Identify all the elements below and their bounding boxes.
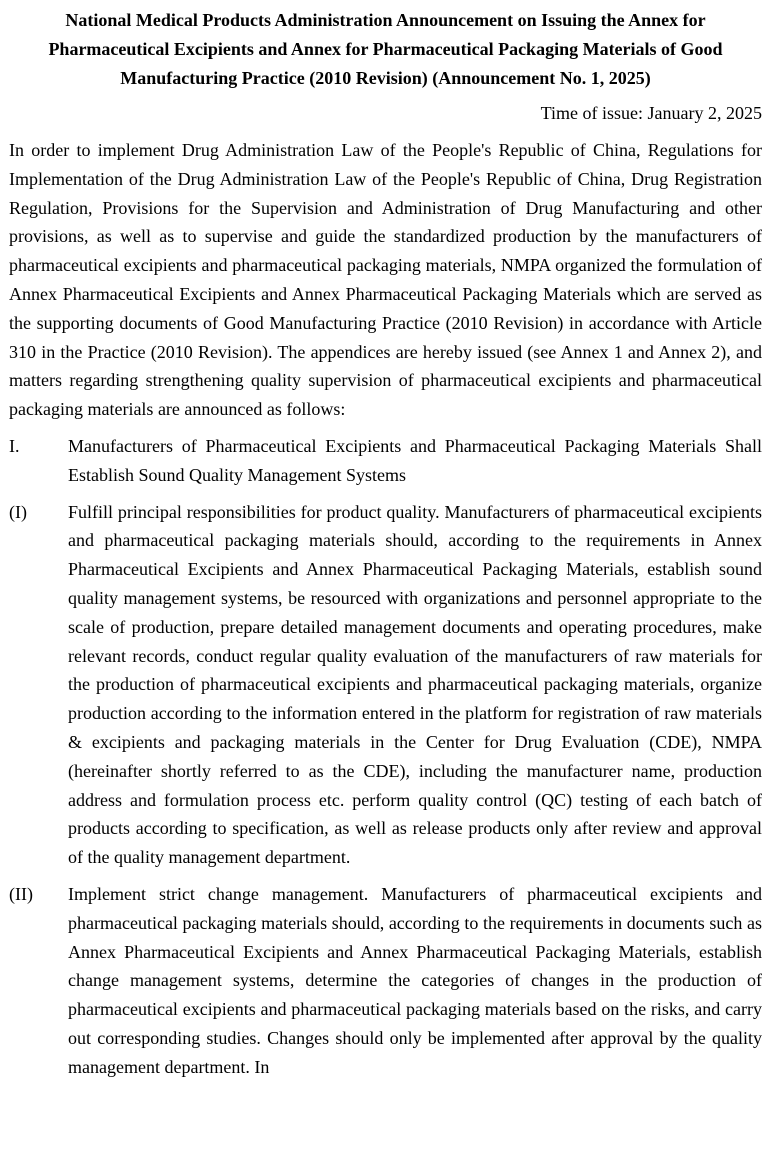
section-text: Manufacturers of Pharmaceutical Excipients and Pharmaceutical Packaging Materials Shall Establish Sound Quality Management Systems [68,435,762,485]
time-of-issue: Time of issue: January 2, 2025 [540,103,762,123]
section-item [9,498,762,872]
section-text: Fulfill principal responsibilities for product quality. Manufacturers of pharmaceutical excipients and pharmaceutical packaging materials should, according to the requirements in Annex Pharmaceutical Excipients and Annex Pharmaceutical Packaging Materials, establish sound quality management systems, be resourced with organizations and personnel appropriate to the scale of production, prepare detailed management documents and operating procedures, make relevant records, conduct regular quality evaluation of the manufacturers of raw materials for the production of pharmaceutical excipients and pharmaceutical packaging materials, organize production according to the information entered in the platform for registration of raw materials & excipients and packaging materials in the Center for Drug Evaluation (CDE), NMPA (hereinafter shortly referred to as the CDE), including the manufacturer name, production address and formulation process etc. perform quality control (QC) testing of each batch of products according to specification, as well as release products only after review and approval of the quality management department. [68,501,762,868]
intro-paragraph: In order to implement Drug Administration Law of the People's Republic of China, Regulations for Implementation of the Drug Administration Law of the People's Republic of China, Drug Registration Regulation, Provisions for the Supervision and Administration of Drug Manufacturing and other provisions, as well as to supervise and guide the standardized production by the manufacturers of pharmaceutical excipients and pharmaceutical packaging materials, NMPA organized the formulation of Annex Pharmaceutical Excipients and Annex Pharmaceutical Packaging Materials which are served as the supporting documents of Good Manufacturing Practice (2010 Revision) in accordance with Article 310 in the Practice (2010 Revision). The appendices are hereby issued (see Annex 1 and Annex 2), and matters regarding strengthening quality supervision of pharmaceutical excipients and pharmaceutical packaging materials are announced as follows: [9,140,762,420]
section-text: Implement strict change management. Manufacturers of pharmaceutical excipients and pharmaceutical packaging materials should, according to the requirements in documents such as Annex Pharmaceutical Excipients and Annex Pharmaceutical Packaging Materials, establish change management systems, determine the categories of changes in the production of pharmaceutical excipients and pharmaceutical packaging materials based on the risks, and carry out corresponding studies. Changes should only be implemented after approval by the quality management department. In [68,883,762,1077]
section-item [9,432,762,490]
section-item [9,880,762,1082]
section-number: I. [9,435,20,456]
document-title: National Medical Products Administration Announcement on Issuing the Annex for Pharmaceutical Excipients and Annex for Pharmaceutical Packaging Materials of Good Manufacturing Practice (2010 Revision) (Announcement No. 1, 2025) [48,10,723,88]
section-number: (I) [9,501,27,522]
section-number: (II) [9,883,33,904]
